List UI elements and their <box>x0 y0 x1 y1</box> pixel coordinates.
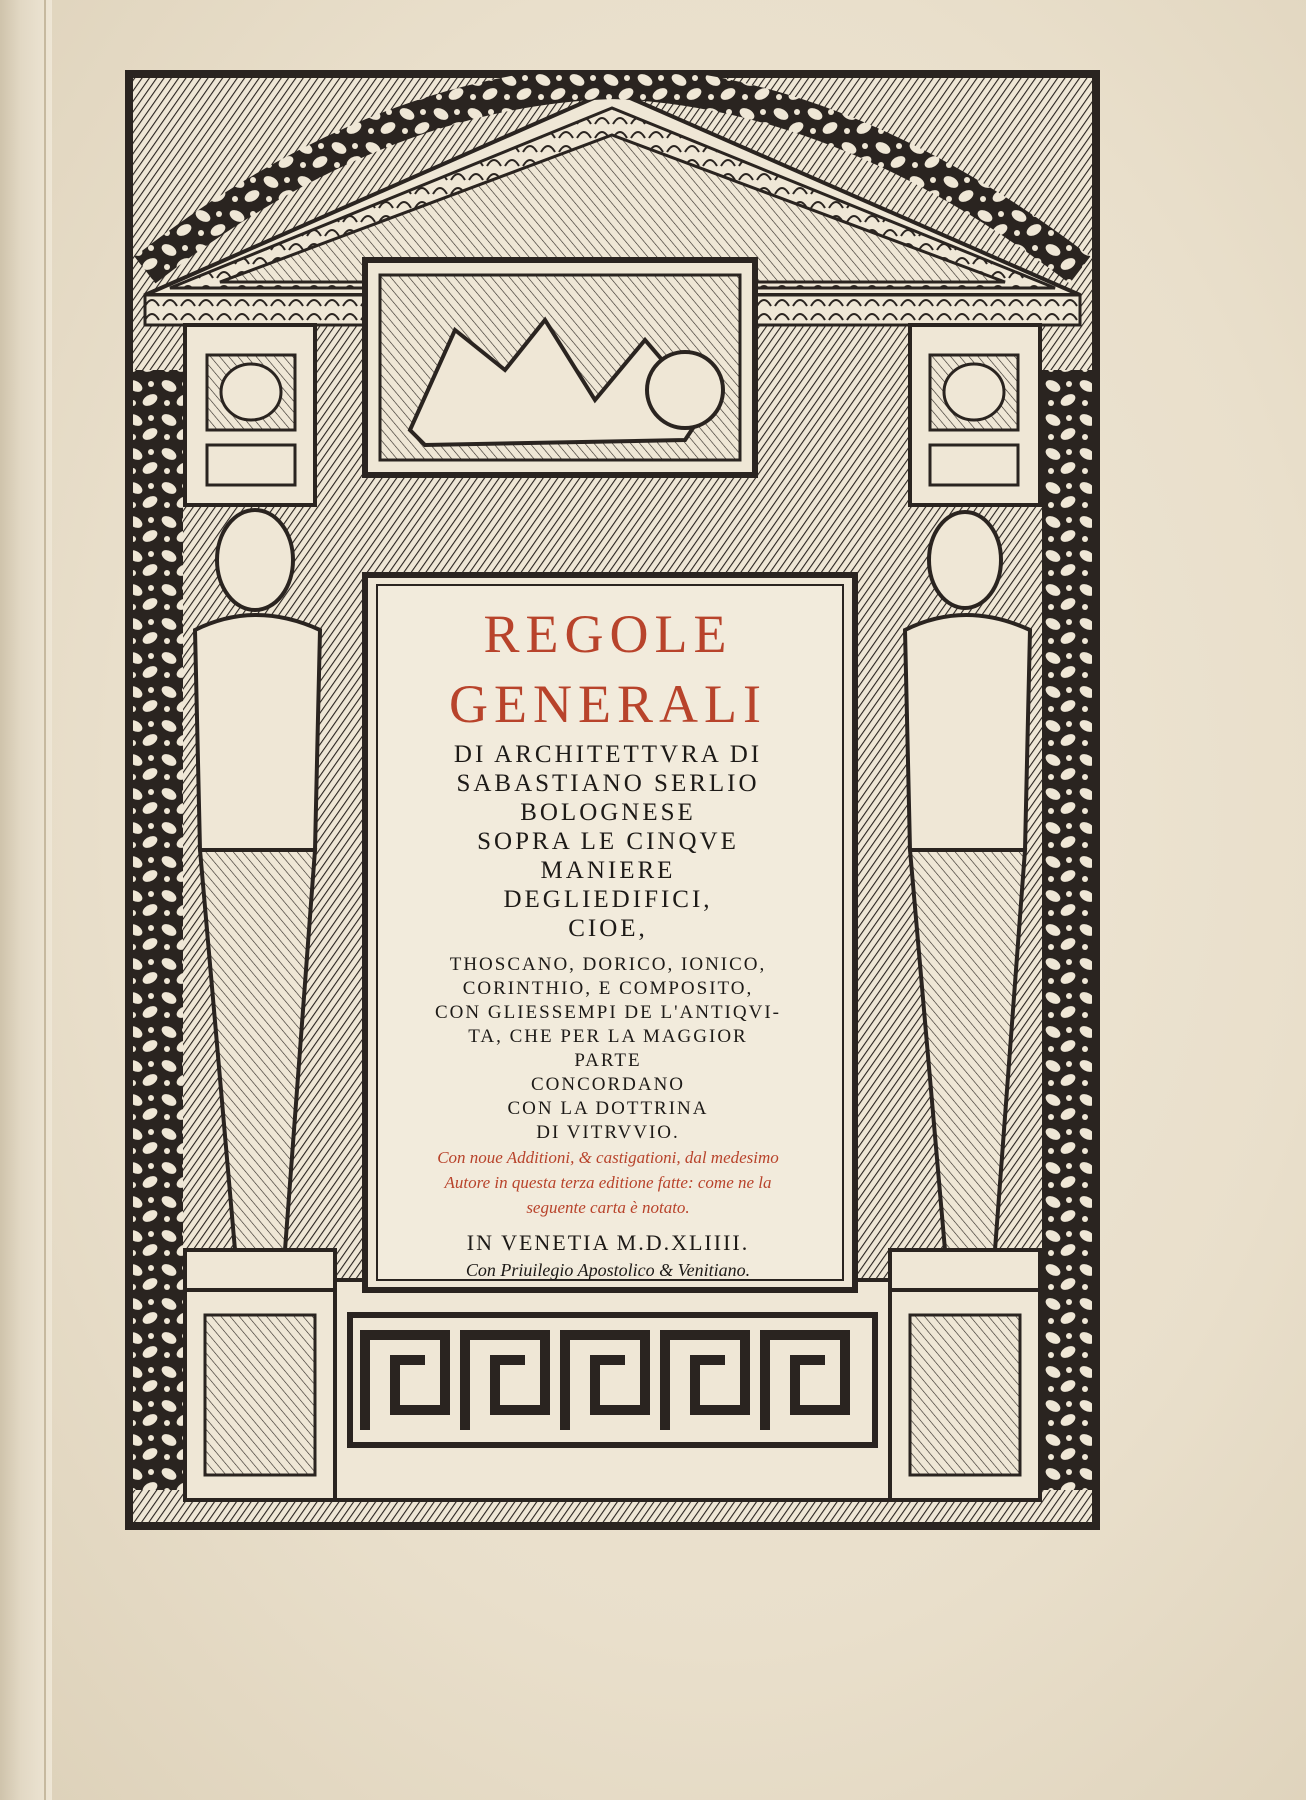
additions-line: Con noue Additioni, & castigationi, dal medesimo <box>437 1148 779 1167</box>
orders-line: DI VITRVVIO. <box>536 1122 680 1143</box>
subtitle-line: DI ARCHITETTVRA DI <box>453 741 763 768</box>
gutter-fold <box>44 0 46 1800</box>
orders-line: TA, CHE PER LA MAGGIOR <box>468 1026 748 1047</box>
additions-line: seguente carta è notato. <box>526 1198 690 1217</box>
subtitle-line: DEGLIEDIFICI, <box>503 886 713 913</box>
subtitle-line: SABASTIANO SERLIO <box>456 770 760 797</box>
orders-line: THOSCANO, DORICO, IONICO, <box>449 954 767 975</box>
subtitle-line: BOLOGNESE <box>520 799 696 826</box>
title-line-2: GENERALI <box>449 674 767 734</box>
orders-line: CORINTHIO, E COMPOSITO, <box>462 978 754 999</box>
imprint: IN VENETIA M.D.XLIIII. <box>466 1230 750 1255</box>
additions-line: Autore in questa terza editione fatte: come ne la <box>444 1173 772 1192</box>
orders-line: PARTE <box>574 1050 642 1071</box>
subtitle-line: SOPRA LE CINQVE <box>477 828 739 855</box>
subtitle-line: MANIERE <box>540 857 676 884</box>
privilege: Con Priuilegio Apostolico & Venitiano. <box>465 1260 751 1280</box>
title-line-1: REGOLE <box>483 604 733 664</box>
orders-line: CONCORDANO <box>530 1074 686 1095</box>
orders-line: CON LA DOTTRINA <box>507 1098 709 1119</box>
title-block <box>378 590 838 1285</box>
orders-line: CON GLIESSEMPI DE L'ANTIQVI- <box>435 1002 781 1023</box>
subtitle-line: CIOE, <box>568 915 648 942</box>
